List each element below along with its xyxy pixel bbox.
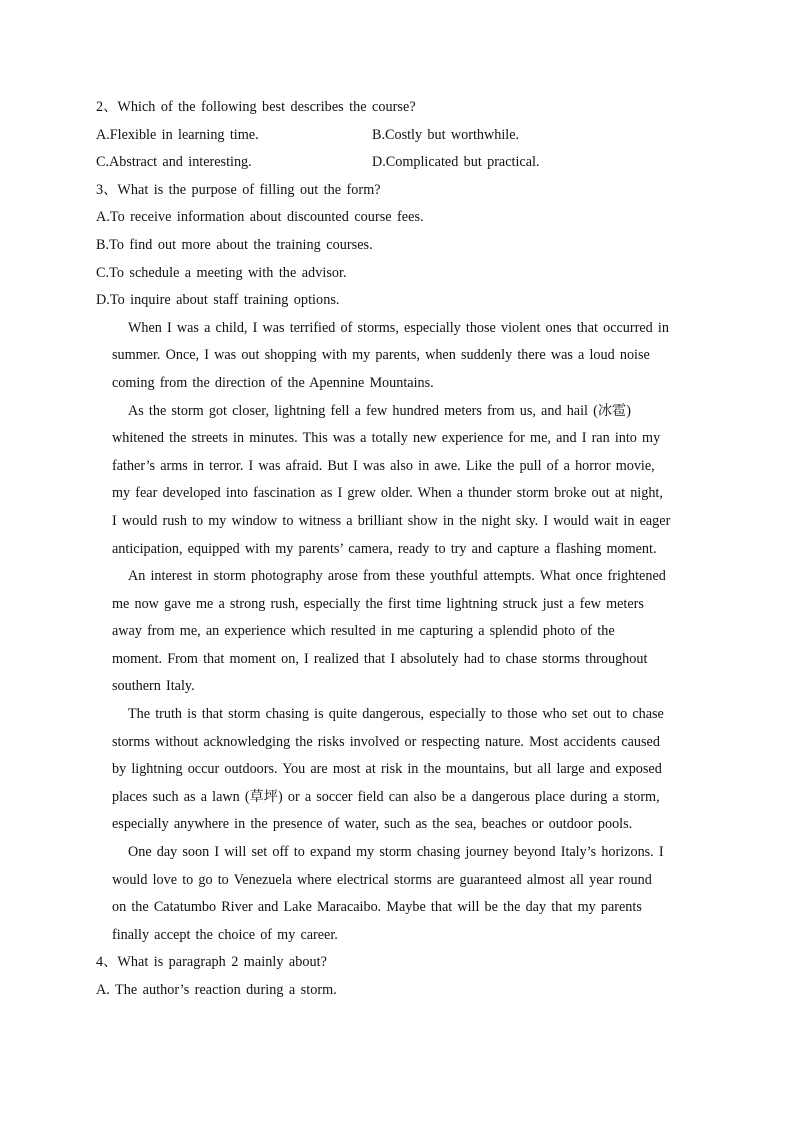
passage-paragraph-4: [96, 701, 696, 839]
passage-paragraph-2: [96, 398, 696, 564]
passage-line: southern Italy.: [112, 678, 195, 695]
q2-option-d: D.Complicated but practical.: [372, 154, 540, 171]
passage-line: me now gave me a strong rush, especially the first time lightning struck just a few meters: [112, 595, 644, 612]
passage-line: I would rush to my window to witness a brilliant show in the night sky. I would wait in eager: [112, 512, 671, 529]
q3-option-b: B.To find out more about the training courses.: [96, 236, 373, 253]
passage-line: finally accept the choice of my career.: [112, 926, 338, 943]
passage-line: storms without acknowledging the risks involved or respecting nature. Most accidents caused: [112, 733, 660, 750]
passage-line: coming from the direction of the Apennine Mountains.: [112, 374, 434, 391]
q2-option-a: A.Flexible in learning time.: [96, 126, 259, 143]
passage-paragraph-5: [96, 839, 696, 949]
passage-line: by lightning occur outdoors. You are most at risk in the mountains, but all large and exposed: [112, 761, 662, 778]
passage-line: away from me, an experience which resulted in me capturing a splendid photo of the: [112, 623, 615, 640]
passage-line: places such as a lawn (草坪) or a soccer field can also be a dangerous place during a storm,: [112, 788, 660, 805]
passage-paragraph-1: [96, 315, 696, 398]
question-2-options-row-1: [96, 122, 696, 150]
passage-line: on the Catatumbo River and Lake Maracaibo. Maybe that will be the day that my parents: [112, 899, 642, 916]
passage-line: especially anywhere in the presence of water, such as the sea, beaches or outdoor pools.: [112, 816, 633, 833]
question-2-options-row-2: [96, 149, 696, 177]
passage-line: anticipation, equipped with my parents’ camera, ready to try and capture a flashing moment.: [112, 540, 657, 557]
q3-option-d: D.To inquire about staff training options.: [96, 292, 340, 309]
q2-option-c: C.Abstract and interesting.: [96, 154, 252, 171]
passage-line: summer. Once, I was out shopping with my parents, when suddenly there was a loud noise: [112, 347, 650, 364]
q2-option-b: B.Costly but worthwhile.: [372, 126, 520, 143]
passage-line: whitened the streets in minutes. This was a totally new experience for me, and I ran into my: [112, 430, 661, 447]
passage-line: As the storm got closer, lightning fell a few hundred meters from us, and hail (冰雹): [128, 402, 631, 419]
passage-line: The truth is that storm chasing is quite dangerous, especially to those who set out to chase: [128, 706, 664, 723]
passage-line: father’s arms in terror. I was afraid. But I was also in awe. Like the pull of a horror movie,: [112, 457, 655, 474]
passage-line: moment. From that moment on, I realized that I absolutely had to chase storms throughout: [112, 650, 648, 667]
passage-line: When I was a child, I was terrified of storms, especially those violent ones that occurred in: [128, 319, 669, 336]
passage-line: my fear developed into fascination as I grew older. When a thunder storm broke out at night,: [112, 485, 663, 502]
question-3: 3、What is the purpose of filling out the form?: [96, 181, 381, 198]
passage-line: would love to go to Venezuela where electrical storms are guaranteed almost all year round: [112, 871, 652, 888]
q3-option-a: A.To receive information about discounted course fees.: [96, 209, 424, 226]
passage-paragraph-3: [96, 563, 696, 701]
question-2: 2、Which of the following best describes the course?: [96, 99, 416, 115]
passage-line: One day soon I will set off to expand my storm chasing journey beyond Italy’s horizons. I: [128, 844, 664, 861]
question-4: 4、What is paragraph 2 mainly about?: [96, 954, 327, 971]
q3-option-c: C.To schedule a meeting with the advisor.: [96, 264, 347, 281]
q4-option-a: A. The author’s reaction during a storm.: [96, 982, 337, 998]
passage-line: An interest in storm photography arose from these youthful attempts. What once frightened: [128, 568, 666, 585]
document-page: [96, 94, 696, 1005]
